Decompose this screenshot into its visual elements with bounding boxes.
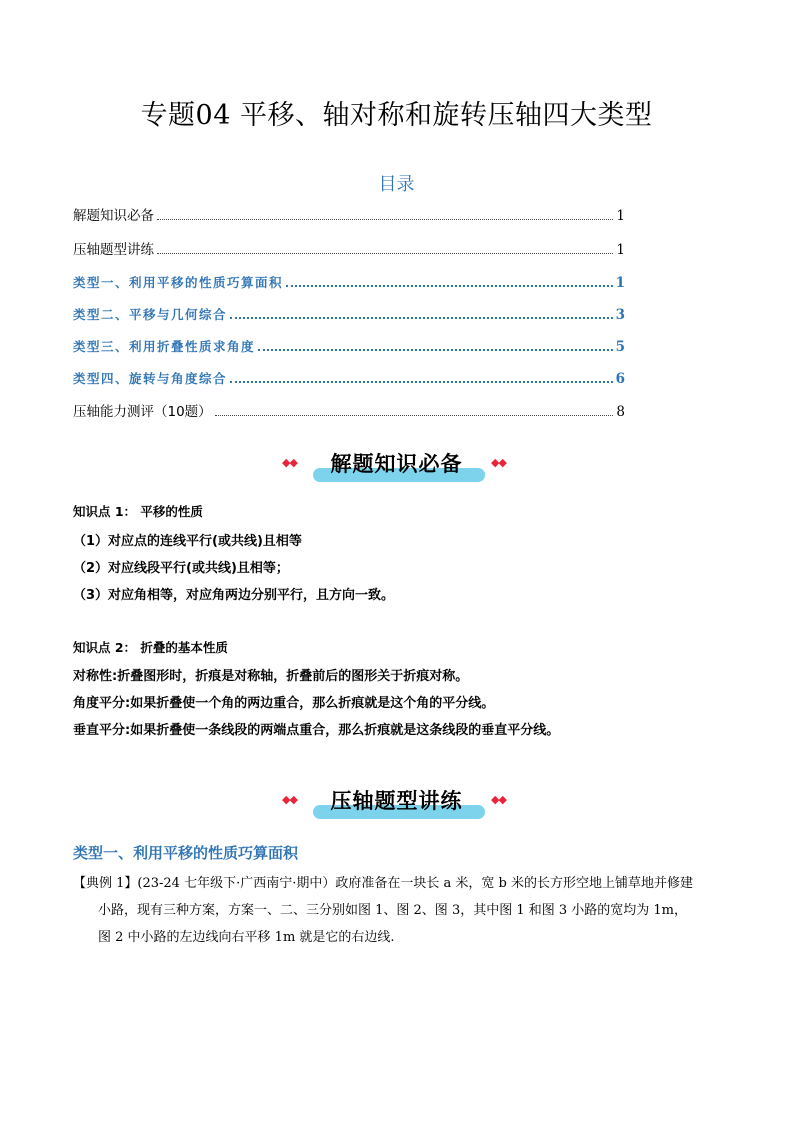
banner-text: 压轴题型讲练 [330, 789, 463, 813]
toc-item-page: 1 [616, 208, 625, 224]
toc-item-knowledge[interactable] [73, 202, 625, 224]
toc-item-label: 压轴题型讲练 [73, 242, 154, 258]
toc-item-label: 压轴能力测评（10题） [73, 404, 212, 420]
page-title: 专题04 平移、轴对称和旋转压轴四大类型 [140, 100, 653, 131]
toc-item-label: 类型三、利用折叠性质求角度 [73, 339, 256, 354]
toc-item-practice[interactable] [73, 236, 625, 258]
example-1 [73, 870, 733, 951]
diamond-right-icon: ◆◆ [491, 456, 506, 469]
toc-item-page: 8 [616, 404, 625, 420]
toc-item-page: 1 [616, 242, 625, 258]
section-banner-practice [0, 783, 793, 823]
example-line: 图 2 中小路的左边线向右平移 1m 就是它的右边线. [98, 930, 395, 945]
example-line: 【典例 1】(23-24 七年级下·广西南宁·期中）政府准备在一块长 a 米，宽 b 米的长方形空地上铺草地并修建 [73, 876, 693, 891]
section-heading-type-1: 类型一、利用平移的性质巧算面积 [73, 844, 299, 862]
toc-item-type-4[interactable] [73, 365, 625, 387]
toc-leader-dots [215, 415, 614, 416]
example-line: 小路，现有三种方案，方案一、二、三分别如图 1、图 2、图 3，其中图 1 和图 3 小路的宽均为 1m， [98, 903, 688, 918]
toc-item-type-3[interactable] [73, 333, 625, 355]
toc-leader-dots [258, 349, 613, 351]
knowledge-point-1-item: （1）对应点的连线平行(或共线)且相等 [73, 534, 302, 549]
toc-item-assessment[interactable] [73, 398, 625, 420]
toc-item-page: 6 [615, 371, 625, 387]
diamond-right-icon: ◆◆ [491, 793, 506, 806]
toc-item-page: 3 [615, 307, 625, 323]
toc-item-label: 类型一、利用平移的性质巧算面积 [73, 275, 284, 290]
toc-item-label: 解题知识必备 [73, 208, 154, 224]
knowledge-point-2-item: 对称性:折叠图形时，折痕是对称轴，折叠前后的图形关于折痕对称。 [73, 669, 469, 684]
knowledge-point-1-item: （3）对应角相等，对应角两边分别平行，且方向一致。 [73, 588, 395, 603]
toc-item-page: 5 [615, 339, 625, 355]
toc-leader-dots [230, 317, 613, 319]
toc-leader-dots [157, 253, 613, 254]
banner-text: 解题知识必备 [330, 452, 463, 476]
toc-leader-dots [157, 219, 613, 220]
section-banner-knowledge [0, 446, 793, 486]
knowledge-point-2-item: 角度平分:如果折叠使一个角的两边重合，那么折痕就是这个角的平分线。 [73, 696, 495, 711]
toc-leader-dots [286, 285, 613, 287]
toc-heading: 目录 [378, 174, 415, 195]
diamond-left-icon: ◆◆ [282, 456, 297, 469]
toc-leader-dots [230, 381, 613, 383]
knowledge-point-1-title: 知识点 1： 平移的性质 [73, 504, 203, 519]
knowledge-point-2-title: 知识点 2： 折叠的基本性质 [73, 640, 228, 655]
toc-item-page: 1 [615, 275, 625, 291]
knowledge-point-2-item: 垂直平分:如果折叠使一条线段的两端点重合，那么折痕就是这条线段的垂直平分线。 [73, 723, 560, 738]
toc-item-label: 类型二、平移与几何综合 [73, 307, 228, 322]
toc-item-type-1[interactable] [73, 269, 625, 291]
toc-item-label: 类型四、旋转与角度综合 [73, 371, 228, 386]
diamond-left-icon: ◆◆ [282, 793, 297, 806]
toc-item-type-2[interactable] [73, 301, 625, 323]
knowledge-point-1-item: （2）对应线段平行(或共线)且相等； [73, 561, 289, 576]
